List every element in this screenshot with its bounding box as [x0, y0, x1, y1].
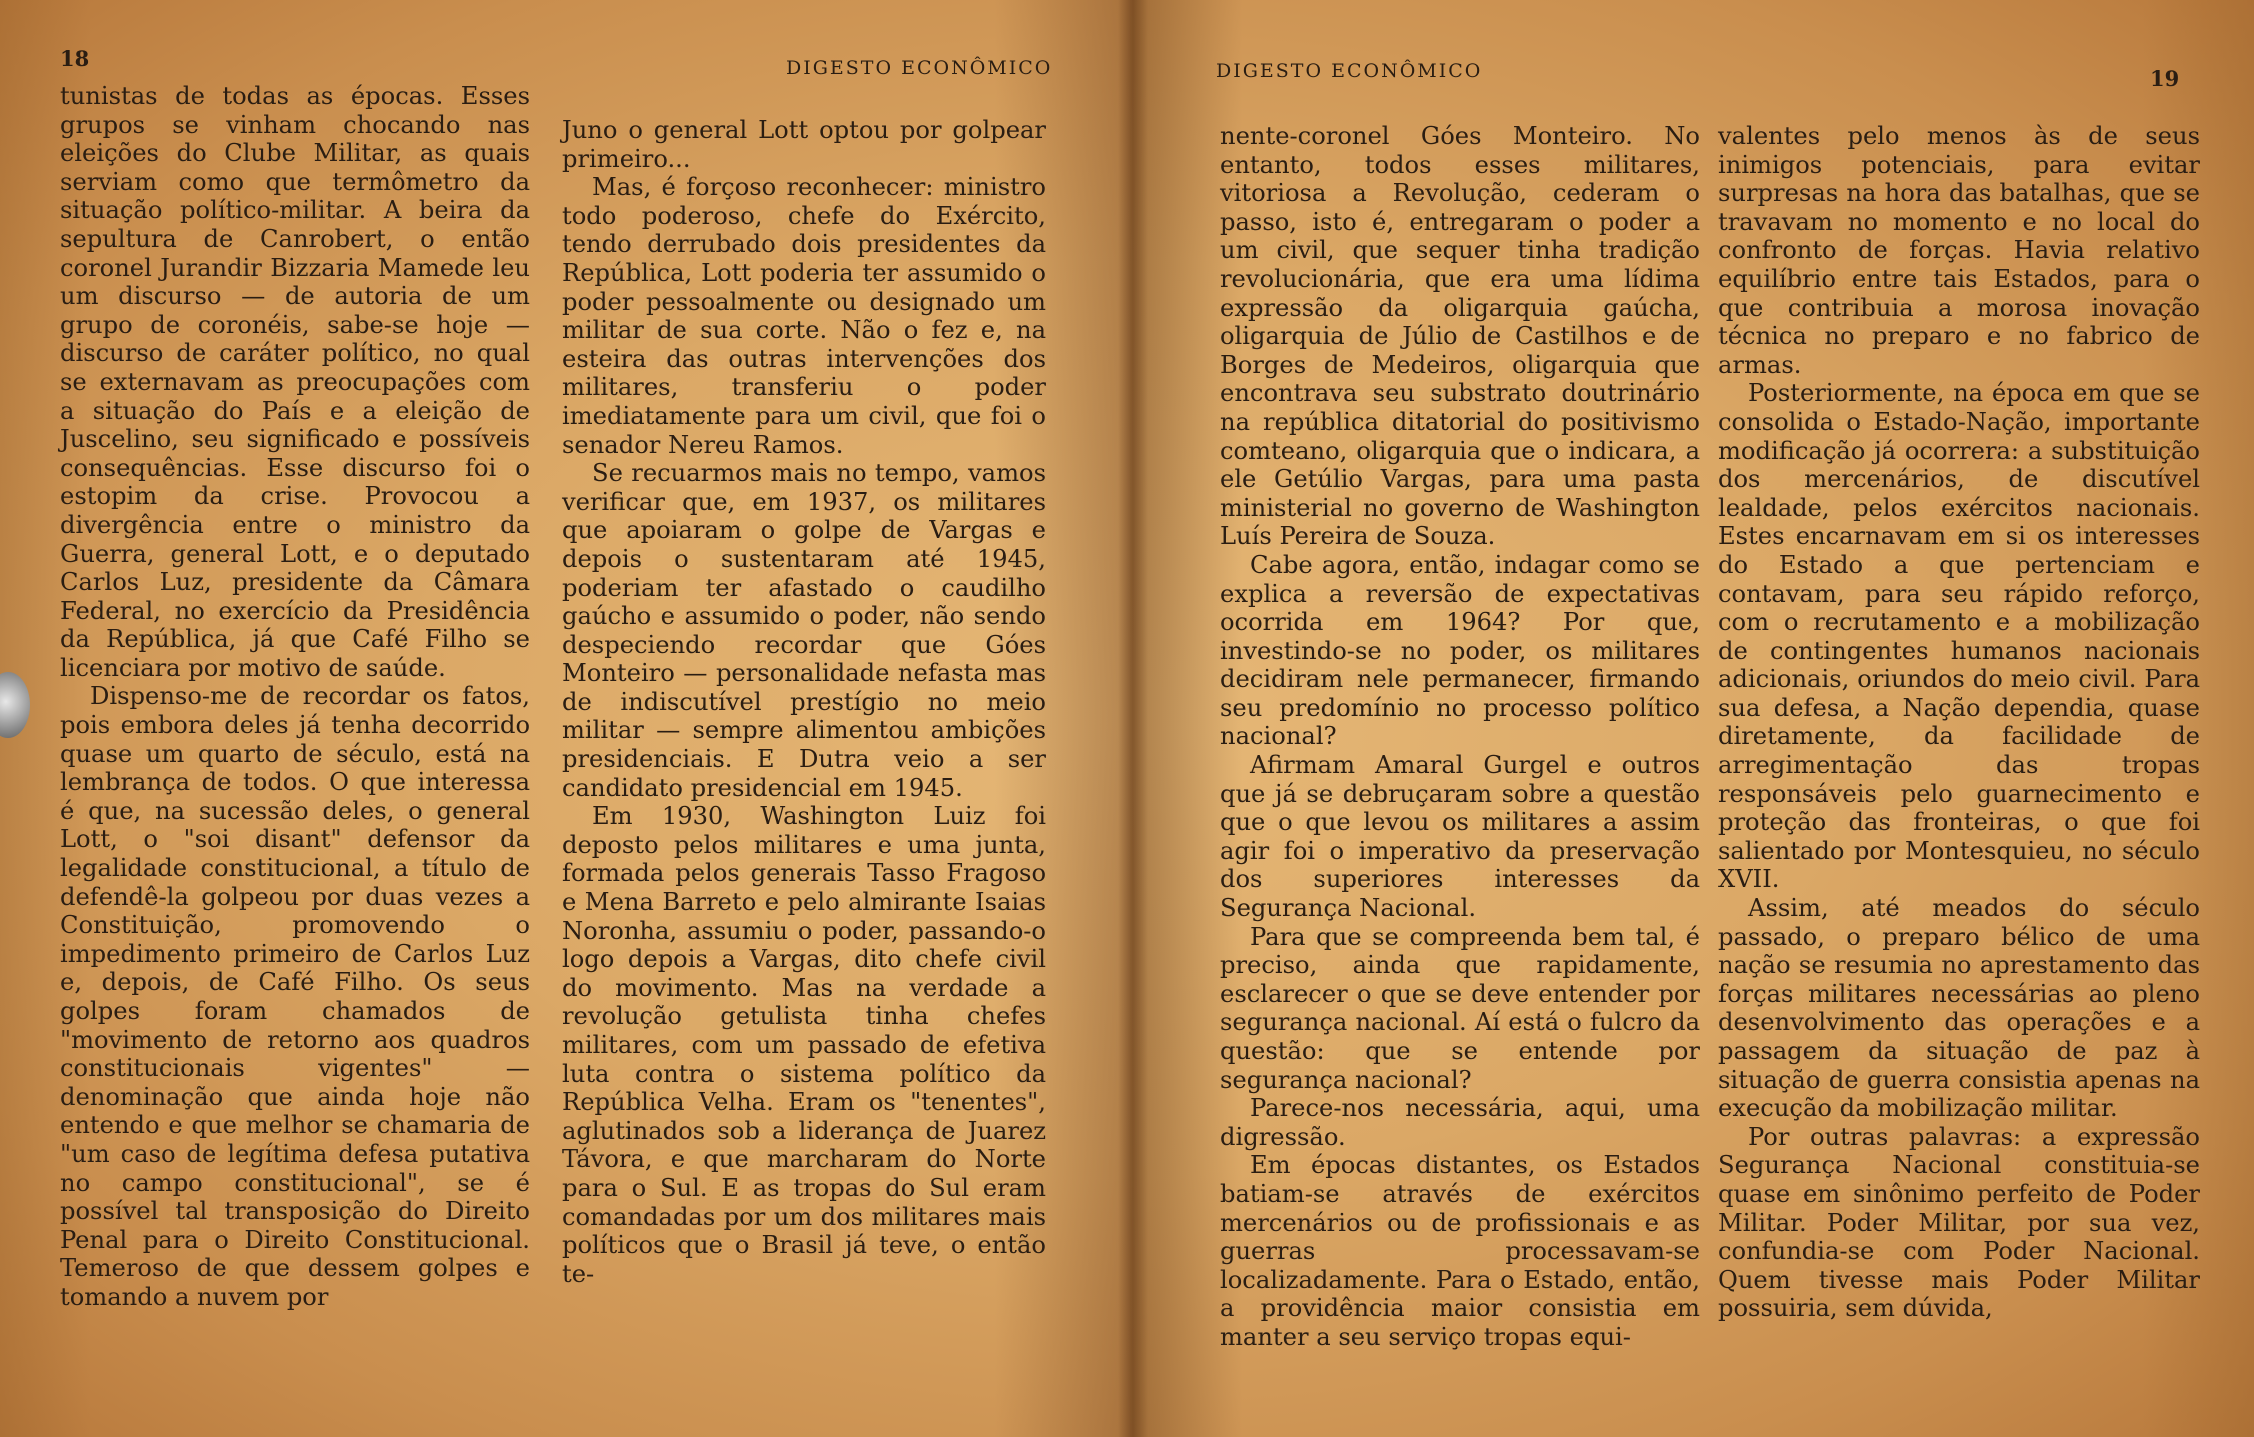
right-page — [1130, 0, 2254, 1437]
running-head-right: DIGESTO ECONÔMICO — [1216, 60, 1483, 82]
paragraph: Dispenso-me de recordar os fatos, pois embora deles já tenha decorrido quase um quarto de século, está na lembrança de todos. O que interessa é que, na sucessão deles, o general Lott, o "soi disant" defensor da legalidade constitucional, a título de defendê-la golpeou por duas vezes a Constituição, promovendo o impedimento primeiro de Carlos Luz e, depois, de Café Filho. Os seus golpes foram chamados de "movimento de retorno aos quadros constitucionais vigentes" — denominação que ainda hoje não entendo e que melhor se chamaria de "um caso de legítima defesa putativa no campo constitucional", se é possível tal transposição do Direito Penal para o Direito Constitucional. Temeroso de que dessem golpes e tomando a nuvem por — [60, 682, 530, 1311]
running-head-left: DIGESTO ECONÔMICO — [786, 57, 1053, 79]
right-column-1 — [1220, 122, 1700, 1352]
paragraph: valentes pelo menos às de seus inimigos potenciais, para evitar surpresas na hora das batalhas, que se travavam no momento e no local do confronto de forças. Havia relativo equilíbrio entre tais Estados, para o que contribuia a morosa inovação técnica no preparo e no fabrico de armas. — [1718, 122, 2200, 379]
page-number-left: 18 — [60, 46, 90, 71]
paragraph: Mas, é forçoso reconhecer: ministro todo poderoso, chefe do Exército, tendo derrubado dois presidentes da República, Lott poderia ter assumido o poder pessoalmente ou designado um militar de sua corte. Não o fez e, na esteira das outras intervenções dos militares, transferiu o poder imediatamente para um civil, que foi o senador Nereu Ramos. — [562, 173, 1046, 459]
paragraph: Por outras palavras: a expressão Segurança Nacional constituia-se quase em sinônimo perfeito de Poder Militar. Poder Militar, por sua vez, confundia-se com Poder Nacional. Quem tivesse mais Poder Militar possuiria, sem dúvida, — [1718, 1122, 2200, 1323]
paragraph: Posteriormente, na época em que se consolida o Estado-Nação, importante modificação já ocorrera: a substituição dos mercenários, de discutível lealdade, pelos exércitos nacionais. Estes encarnavam em si os interesses do Estado a que pertenciam e contavam, para seu rápido reforço, com o recrutamento e a mobilização de contingentes humanos nacionais adicionais, oriundos do meio civil. Para sua defesa, a Nação dependia, quase diretamente, da facilidade de arregimentação das tropas responsáveis pelo guarnecimento e proteção das fronteiras, o que foi salientado por Montesquieu, no século XVII. — [1718, 379, 2200, 894]
paragraph: Juno o general Lott optou por golpear primeiro... — [562, 116, 1046, 173]
paragraph: Cabe agora, então, indagar como se explica a reversão de expectativas ocorrida em 1964? Por que, investindo-se no poder, os militares decidiram nele permanecer, firmando seu predomínio no processo político nacional? — [1220, 550, 1700, 751]
paragraph: Em 1930, Washington Luiz foi deposto pelos militares e uma junta, formada pelos generais Tasso Fragoso e Mena Barreto e pelo almirante Isaias Noronha, assumiu o poder, passando-o logo depois a Vargas, dito chefe civil do movimento. Mas na verdade a revolução getulista tinha chefes militares, com um passado de efetiva luta contra o sistema político da República Velha. Eram os "tenentes", aglutinados sob a liderança de Juarez Távora, e que marcharam do Norte para o Sul. E as tropas do Sul eram comandadas por um dos militares mais políticos que o Brasil já teve, o então te- — [562, 802, 1046, 1288]
paragraph: tunistas de todas as épocas. Esses grupos se vinham chocando nas eleições do Clube Militar, as quais serviam como que termômetro da situação político-militar. A beira da sepultura de Canrobert, o então coronel Jurandir Bizzaria Mamede leu um discurso — de autoria de um grupo de coronéis, sabe-se hoje — discurso de caráter político, no qual se externavam as preocupações com a situação do País e a eleição de Juscelino, seu significado e possíveis consequências. Esse discurso foi o estopim da crise. Provocou a divergência entre o ministro da Guerra, general Lott, e o deputado Carlos Luz, presidente da Câmara Federal, no exercício da Presidência da República, já que Café Filho se licenciara por motivo de saúde. — [60, 82, 530, 682]
right-column-2 — [1718, 122, 2200, 1323]
paragraph: Se recuarmos mais no tempo, vamos verificar que, em 1937, os militares que apoiaram o golpe de Vargas e depois o sustentaram até 1945, poderiam ter afastado o caudilho gaúcho e assumido o poder, não sendo despeciendo recordar que Góes Monteiro — personalidade nefasta mas de indiscutível prestígio no meio militar — sempre alimentou ambições presidenciais. E Dutra veio a ser candidato presidencial em 1945. — [562, 459, 1046, 802]
paragraph: nente-coronel Góes Monteiro. No entanto, todos esses militares, vitoriosa a Revolução, cederam o passo, isto é, entregaram o poder a um civil, que sequer tinha tradição revolucionária, que era uma lídima expressão da oligarquia gaúcha, oligarquia de Júlio de Castilhos e de Borges de Medeiros, oligarquia que encontrava seu substrato doutrinário na república ditatorial do positivismo comteano, oligarquia que o indicara, a ele Getúlio Vargas, para uma pasta ministerial no governo de Washington Luís Pereira de Souza. — [1220, 122, 1700, 551]
left-column-1 — [60, 82, 530, 1312]
paragraph: Para que se compreenda bem tal, é preciso, ainda que rapidamente, esclarecer o que se deve entender por segurança nacional. Aí está o fulcro da questão: que se entende por segurança nacional? — [1220, 922, 1700, 1094]
paragraph: Parece-nos necessária, aqui, uma digressão. — [1220, 1094, 1700, 1151]
paragraph: Em épocas distantes, os Estados batiam-se através de exércitos mercenários ou de profissionais e as guerras processavam-se localizadamente. Para o Estado, então, a providência maior consistia em manter a seu serviço tropas equi- — [1220, 1151, 1700, 1351]
page-number-right: 19 — [2150, 66, 2180, 91]
hole-punch — [0, 672, 30, 738]
paragraph: Assim, até meados do século passado, o preparo bélico de uma nação se resumia no aprestamento das forças militares necessárias ao pleno desenvolvimento das operações e a passagem da situação de paz à situação de guerra consistia apenas na execução da mobilização militar. — [1718, 894, 2200, 1123]
left-column-2 — [562, 116, 1046, 1288]
paragraph: Afirmam Amaral Gurgel e outros que já se debruçaram sobre a questão que o que levou os militares a assim agir foi o imperativo da preservação dos superiores interesses da Segurança Nacional. — [1220, 751, 1700, 923]
